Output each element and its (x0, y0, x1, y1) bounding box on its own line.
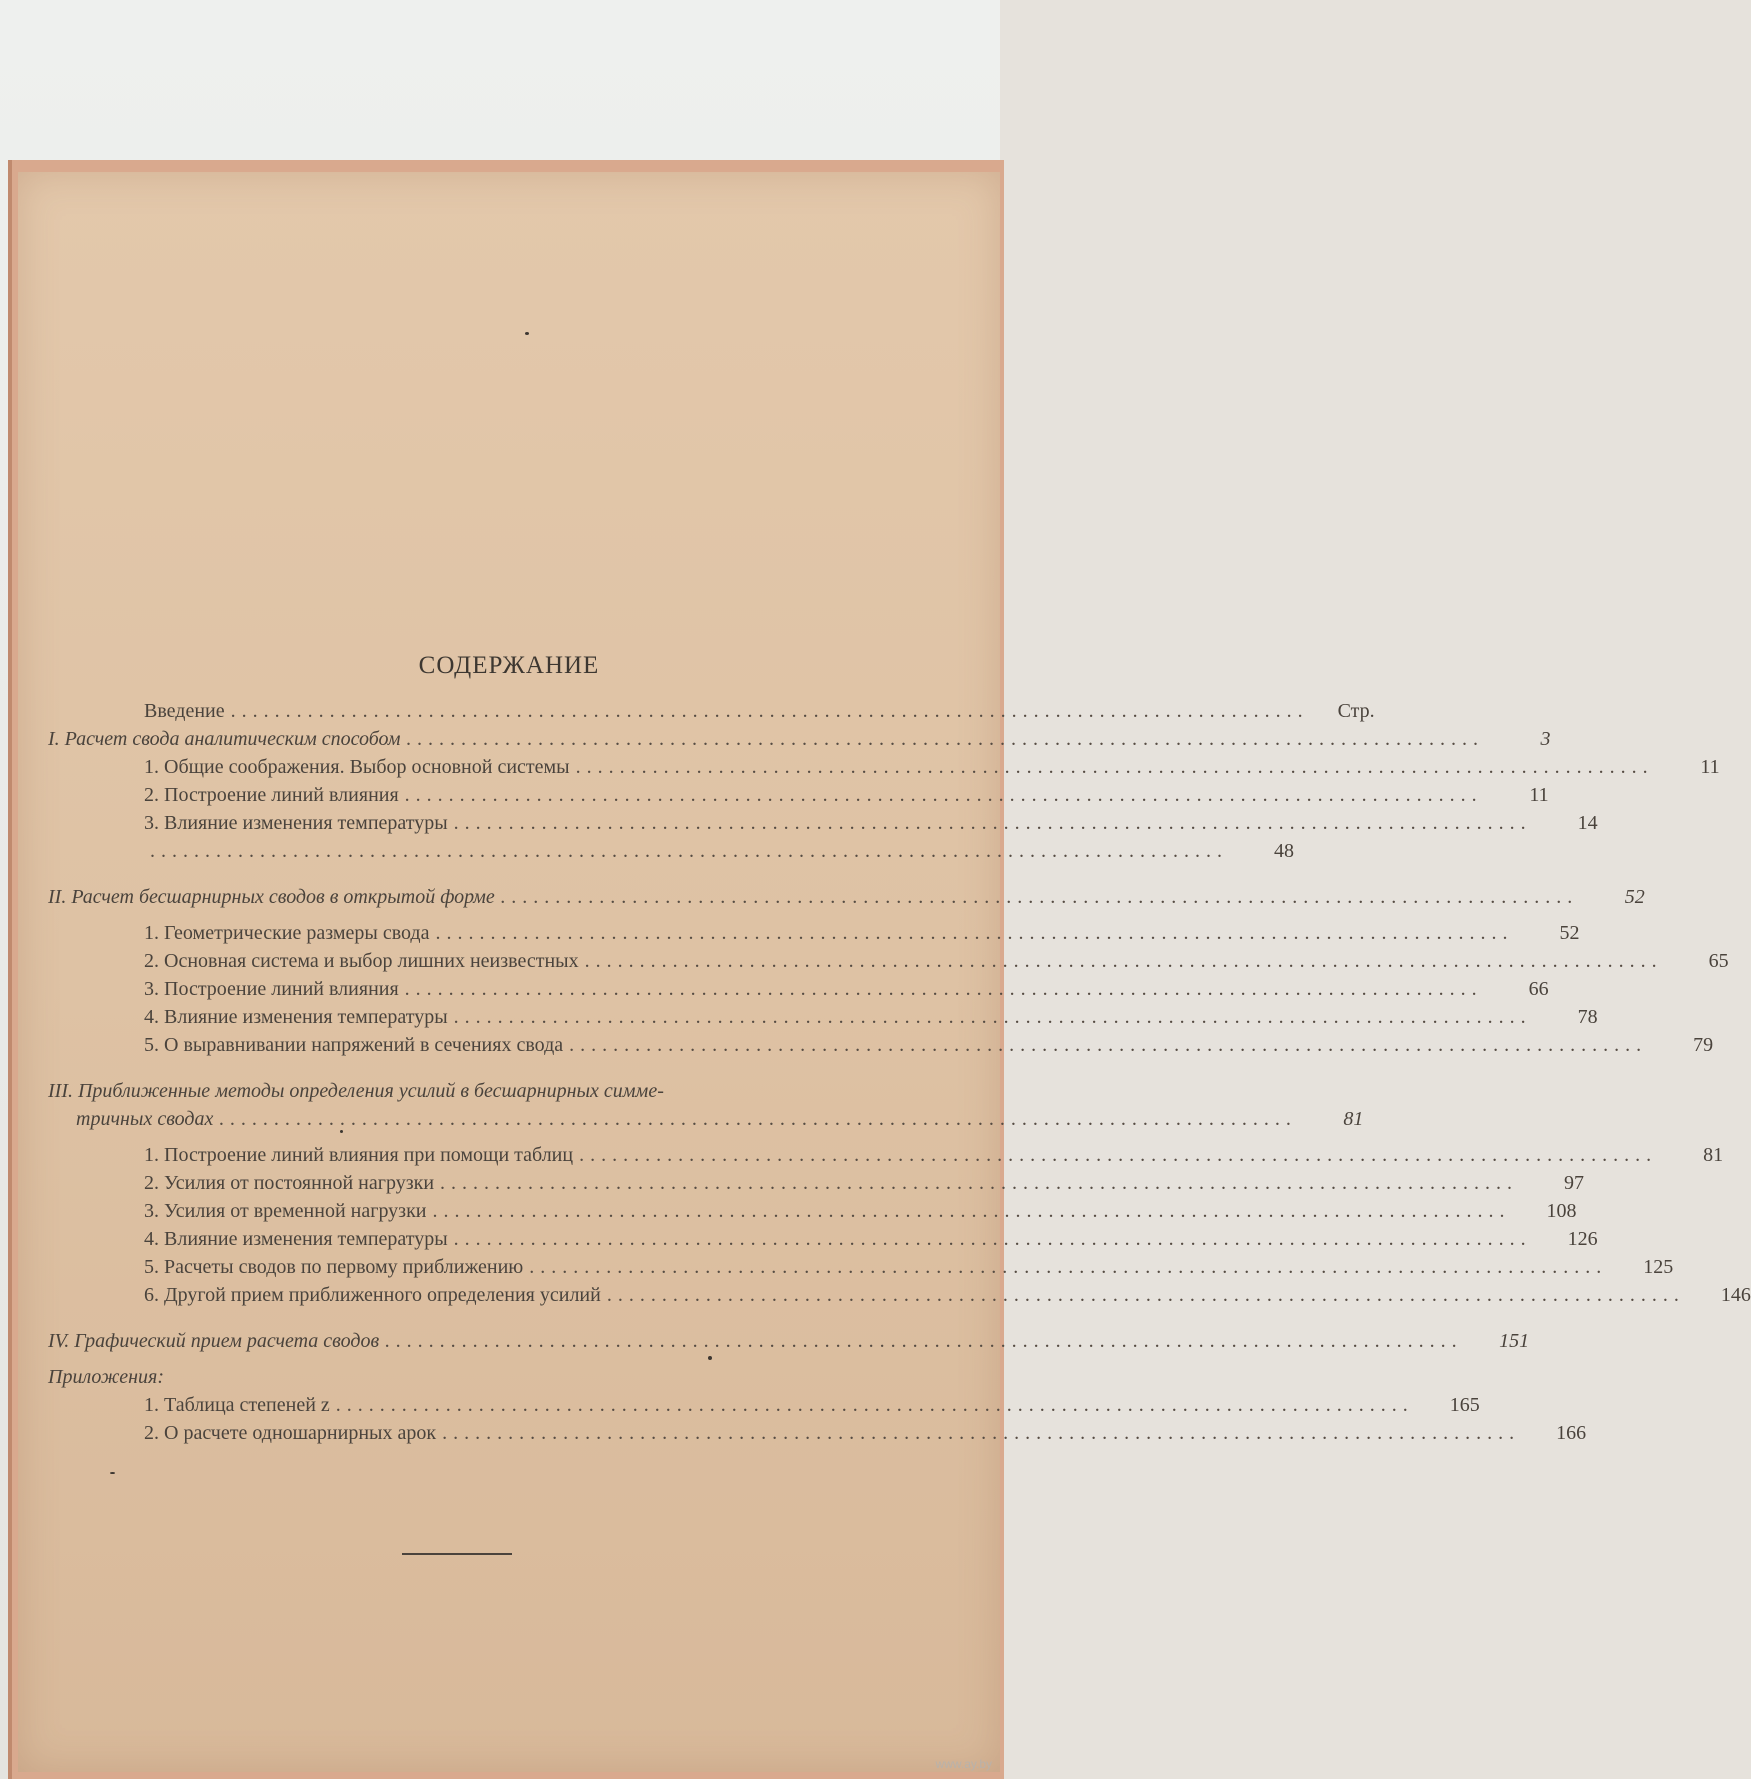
print-speck (525, 332, 529, 335)
toc-page-number: 108 (1546, 1200, 1577, 1222)
leader-dots: .................................................................................................. (404, 784, 1483, 806)
toc-row-item (48, 1419, 1587, 1447)
leader-dots: .................................................................................................. (579, 1144, 1658, 1166)
table-of-contents (48, 697, 1751, 1447)
toc-page-number: 81 (1343, 1108, 1364, 1130)
toc-item-label: 2. Основная система и выбор лишних неизвестных (144, 950, 579, 972)
toc-item-label: 4. Влияние изменения температуры (144, 1006, 448, 1028)
leader-dots: .................................................................................................. (584, 950, 1663, 972)
watermark: www.ay.by (935, 1757, 992, 1771)
toc-page-number: 126 (1567, 1228, 1598, 1250)
leader-dots: .................................................................................................. (385, 1330, 1464, 1352)
leader-dots: .................................................................................................. (442, 1422, 1521, 1444)
leader-dots: .................................................................................................. (150, 840, 1228, 862)
toc-page-number: 81 (1703, 1144, 1724, 1166)
leader-dots: .................................................................................................. (440, 1172, 1519, 1194)
toc-page-number: 146 (1720, 1284, 1751, 1306)
toc-page-number: 52 (1559, 922, 1580, 944)
toc-page-number: 65 (1708, 950, 1729, 972)
toc-chapter-label: I. Расчет свода аналитическим способом (48, 728, 401, 750)
toc-row-item (48, 1169, 1585, 1197)
leader-dots: .................................................................................................. (435, 922, 1514, 944)
toc-chapter-label: IV. Графический прием расчета сводов (48, 1330, 380, 1352)
page-column-header: Стр. (1337, 700, 1375, 722)
toc-page-number: 3 (1540, 728, 1551, 750)
toc-page-number: 11 (1529, 784, 1549, 806)
toc-page-number: 66 (1528, 978, 1549, 1000)
toc-row-item (48, 781, 1549, 809)
toc-row-item (48, 1253, 1674, 1281)
print-speck (340, 1130, 343, 1133)
toc-item-label: 1. Общие соображения. Выбор основной системы (144, 756, 570, 778)
toc-page-number: 11 (1700, 756, 1720, 778)
toc-row-item (48, 1141, 1724, 1169)
toc-item-label: 2. О расчете одношарнирных арок (144, 1422, 437, 1444)
toc-page-number: 97 (1564, 1172, 1585, 1194)
leader-dots: .................................................................................................. (453, 1228, 1532, 1250)
toc-appendix-label: Приложения: (48, 1366, 165, 1388)
toc-intro-label: Введение (144, 700, 225, 722)
leader-dots: .................................................................................................. (500, 886, 1579, 908)
toc-page-number: 166 (1556, 1422, 1587, 1444)
toc-item-label: 6. Другой прием приближенного определения усилий (144, 1284, 601, 1306)
toc-row-item (48, 947, 1729, 975)
leader-dots: .................................................................................................. (406, 728, 1485, 750)
toc-row-item (48, 919, 1580, 947)
toc-row-chapter-1 (48, 725, 1551, 753)
leader-dots: .................................................................................................. (575, 756, 1654, 778)
toc-row-appendix (48, 1363, 928, 1391)
leader-dots: .................................................................................................. (529, 1256, 1608, 1278)
toc-row-item (48, 753, 1720, 781)
toc-row-chapter-4 (48, 1327, 1530, 1355)
toc-row-item (48, 975, 1549, 1003)
leader-dots: .................................................................................................. (404, 978, 1483, 1000)
toc-row-item (48, 1197, 1577, 1225)
leader-dots: .................................................................................................. (432, 1200, 1511, 1222)
book-page (18, 172, 1751, 1772)
leader-dots: .................................................................................................. (606, 1284, 1685, 1306)
leader-dots: .................................................................................................. (219, 1108, 1298, 1130)
toc-row-item (48, 837, 1294, 865)
closing-divider-line (402, 1553, 512, 1555)
toc-item-label: 3. Усилия от временной нагрузки (144, 1200, 427, 1222)
leader-dots: .................................................................................................. (230, 700, 1309, 722)
toc-item-label: 5. Расчеты сводов по первому приближению (144, 1256, 524, 1278)
toc-page-number: 165 (1449, 1394, 1480, 1416)
toc-item-label: 4. Влияние изменения температуры (144, 1228, 448, 1250)
toc-row-item (48, 1225, 1598, 1253)
leader-dots: .................................................................................................. (335, 1394, 1414, 1416)
toc-item-label: 2. Усилия от постоянной нагрузки (144, 1172, 435, 1194)
toc-row-item (48, 1031, 1714, 1059)
toc-page-number: 52 (1624, 886, 1645, 908)
print-speck (110, 1472, 115, 1474)
leader-dots: .................................................................................................. (453, 812, 1532, 834)
leader-dots: .................................................................................................. (453, 1006, 1532, 1028)
toc-item-label: 1. Таблица степеней z (144, 1394, 330, 1416)
leader-dots: .................................................................................................. (569, 1034, 1648, 1056)
toc-chapter-label-line2: тричных сводах (76, 1108, 214, 1130)
toc-page-number: 48 (1274, 840, 1294, 862)
toc-row-intro (48, 697, 1375, 725)
toc-page-number: 151 (1499, 1330, 1530, 1352)
toc-item-label: 1. Построение линий влияния при помощи таблиц (144, 1144, 574, 1166)
toc-row-item (48, 1003, 1598, 1031)
toc-title: СОДЕРЖАНИЕ (418, 652, 600, 679)
toc-chapter-label: II. Расчет бесшарнирных сводов в открытой форме (48, 886, 495, 908)
toc-row-item (48, 1391, 1480, 1419)
toc-page-number: 125 (1643, 1256, 1674, 1278)
toc-chapter-label-line1: III. Приближенные методы определения усилий в бесшарнирных симме- (48, 1080, 664, 1102)
toc-item-label: 5. О выравнивании напряжений в сечениях свода (144, 1034, 564, 1056)
toc-row-chapter-3 (48, 1077, 1364, 1133)
toc-item-label: 1. Геометрические размеры свода (144, 922, 430, 944)
toc-page-number: 78 (1577, 1006, 1598, 1028)
toc-item-label: 2. Построение линий влияния (144, 784, 399, 806)
toc-row-item (48, 1281, 1751, 1309)
toc-row-chapter-2 (48, 883, 1645, 911)
toc-page-number: 79 (1693, 1034, 1714, 1056)
print-speck (708, 1356, 712, 1360)
toc-row-item (48, 809, 1598, 837)
toc-item-label: 3. Влияние изменения температуры (144, 812, 448, 834)
toc-page-number: 14 (1577, 812, 1598, 834)
toc-item-label: 3. Построение линий влияния (144, 978, 399, 1000)
